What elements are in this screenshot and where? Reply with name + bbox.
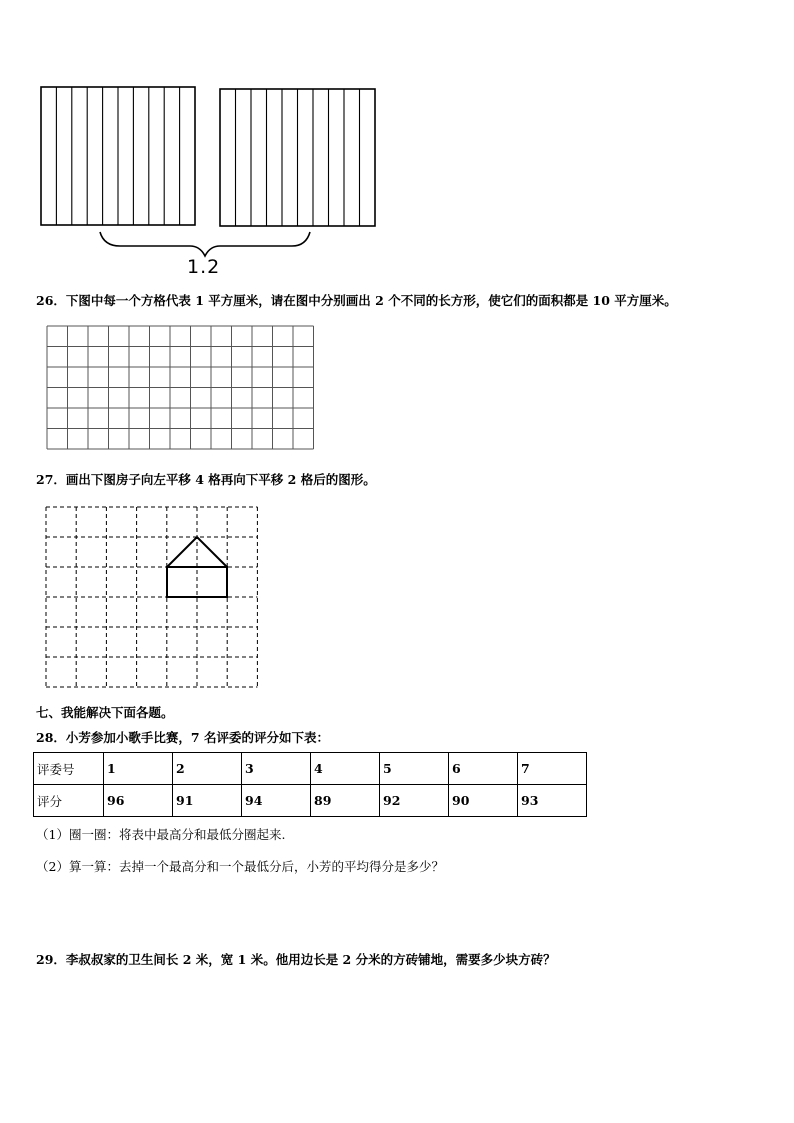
score-cell: 91 <box>173 785 242 817</box>
question-28-part-1: （1）圈一圈：将表中最高分和最低分圈起来. <box>36 827 286 842</box>
table-header-judge: 评委号 <box>34 753 104 785</box>
score-cell: 90 <box>449 785 518 817</box>
decimal-label: 1.2 <box>187 256 221 278</box>
score-cell: 96 <box>104 785 173 817</box>
score-cell: 89 <box>311 785 380 817</box>
score-cell: 92 <box>380 785 449 817</box>
scores-table <box>33 752 587 817</box>
score-cell: 94 <box>242 785 311 817</box>
judge-number: 6 <box>449 753 518 785</box>
judge-number: 1 <box>104 753 173 785</box>
judge-number: 4 <box>311 753 380 785</box>
judge-number: 5 <box>380 753 449 785</box>
judge-number: 2 <box>173 753 242 785</box>
judge-number: 3 <box>242 753 311 785</box>
question-28: 28．小芳参加小歌手比赛，7 名评委的评分如下表： <box>36 730 329 745</box>
table-row <box>34 785 587 817</box>
question-26: 26．下图中每一个方格代表 1 平方厘米，请在图中分别画出 2 个不同的长方形，使它们的面积都是 10 平方厘米。 <box>36 293 677 308</box>
section-7-heading: 七、我能解决下面各题。 <box>36 705 174 720</box>
question-27: 27．画出下图房子向左平移 4 格再向下平移 2 格后的图形。 <box>36 472 376 487</box>
table-header-score: 评分 <box>34 785 104 817</box>
question-29: 29．李叔叔家的卫生间长 2 米，宽 1 米。他用边长是 2 分米的方砖铺地，需要多少块方砖？ <box>36 952 556 967</box>
question-28-part-2: （2）算一算：去掉一个最高分和一个最低分后，小芳的平均得分是多少？ <box>36 859 444 874</box>
table-row <box>34 753 587 785</box>
judge-number: 7 <box>518 753 587 785</box>
score-cell: 93 <box>518 785 587 817</box>
